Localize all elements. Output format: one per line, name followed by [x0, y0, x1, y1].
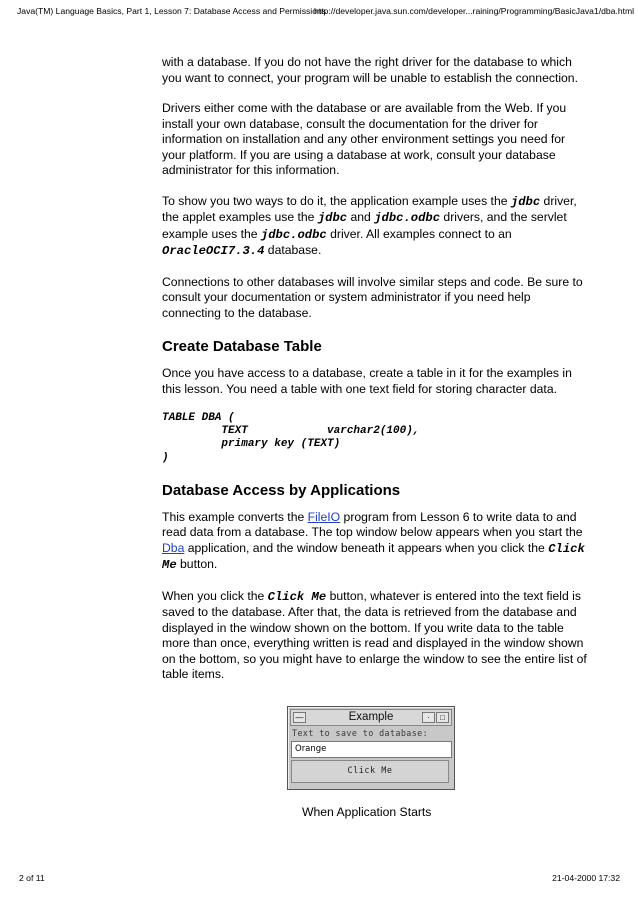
- paragraph-create-table: Once you have access to a database, create a table in it for the examples in this lesson. You need a table with one text field for storing character data.: [162, 366, 572, 396]
- header-url: http://developer.java.sun.com/developer...raining/Programming/BasicJava1/dba.html: [314, 6, 635, 16]
- article-body: [162, 55, 592, 698]
- text-run: button, whatever is entered into the text field is saved to the database. After that, the data is retrieved from the database and displayed in the window shown on the bottom. If you write data to the table more than once, everything written is read and displayed in the window shown on the bottom, so you might have to enlarge the window to see the entire list of table items.: [162, 588, 587, 682]
- text-run: This example converts the: [162, 509, 308, 524]
- footer-datetime: 21-04-2000 17:32: [552, 873, 620, 883]
- paragraph-driver-examples: [162, 194, 592, 260]
- text-run: driver, the applet examples use the: [162, 193, 577, 224]
- code-oracle: OracleOCI7.3.4: [162, 244, 265, 258]
- text-run: database.: [264, 243, 322, 257]
- text-run: drivers, and the servlet example uses the: [162, 210, 567, 241]
- text-run: To show you two ways to do it, the application example uses the: [162, 193, 511, 208]
- example-window-screenshot: [287, 706, 455, 790]
- window-title: Example: [348, 711, 394, 723]
- click-me-button[interactable]: Click Me: [291, 760, 449, 783]
- text-run: driver. All examples connect to an: [326, 226, 512, 241]
- paragraph-connections: Connections to other databases will involve similar steps and code. Be sure to consult your documentation or system administrator if you need help connecting to the database.: [162, 274, 583, 320]
- code-jdbc-odbc: jdbc.odbc: [260, 227, 327, 242]
- sql-code-block: TABLE DBA ( TEXT varchar2(100), primary key (TEXT) ): [162, 412, 420, 464]
- code-click-me: Click Me: [162, 541, 585, 573]
- figure-caption: When Application Starts: [302, 805, 432, 819]
- text-run: and: [347, 210, 375, 224]
- code-jdbc: jdbc: [510, 194, 541, 209]
- minimize-icon[interactable]: ·: [422, 712, 435, 723]
- code-click-me: Click Me: [267, 589, 327, 604]
- text-run: When you click the: [162, 588, 268, 603]
- save-text-label: Text to save to database:: [292, 728, 429, 738]
- code-jdbc-odbc: jdbc.odbc: [374, 211, 441, 225]
- code-jdbc: jdbc: [317, 211, 348, 225]
- paragraph-click-behaviour: [162, 589, 592, 683]
- window-menu-icon[interactable]: —: [293, 712, 306, 723]
- text-run: application, and the window beneath it appears when you click the: [184, 540, 549, 555]
- paragraph-drivers: Drivers either come with the database or are available from the Web. If you install your own database, consult the documentation for the driver for information on installation and any other environment settings you need for your platform. If you are using a database at work, consult your database administrator for this information.: [162, 101, 567, 177]
- text-run: button.: [176, 557, 218, 572]
- heading-database-access: Database Access by Applications: [162, 481, 401, 499]
- text-run: program from Lesson 6 to write data to and read data from a database. The top window below appears when you start the: [162, 509, 583, 540]
- maximize-icon[interactable]: □: [436, 712, 449, 723]
- link-fileio[interactable]: FileIO: [307, 509, 341, 524]
- footer-page-number: 2 of 11: [19, 873, 45, 883]
- save-text-input[interactable]: Orange: [291, 741, 452, 758]
- paragraph-driver-intro: with a database. If you do not have the right driver for the database to which you want to connect, your program will be unable to establish the connection.: [162, 55, 578, 85]
- window-title-bar: [290, 709, 452, 726]
- link-dba[interactable]: Dba: [162, 540, 185, 555]
- header-title: Java(TM) Language Basics, Part 1, Lesson 7: Database Access and Permissions: [17, 6, 327, 16]
- heading-create-table: Create Database Table: [162, 338, 322, 355]
- paragraph-example-converts: [162, 510, 592, 574]
